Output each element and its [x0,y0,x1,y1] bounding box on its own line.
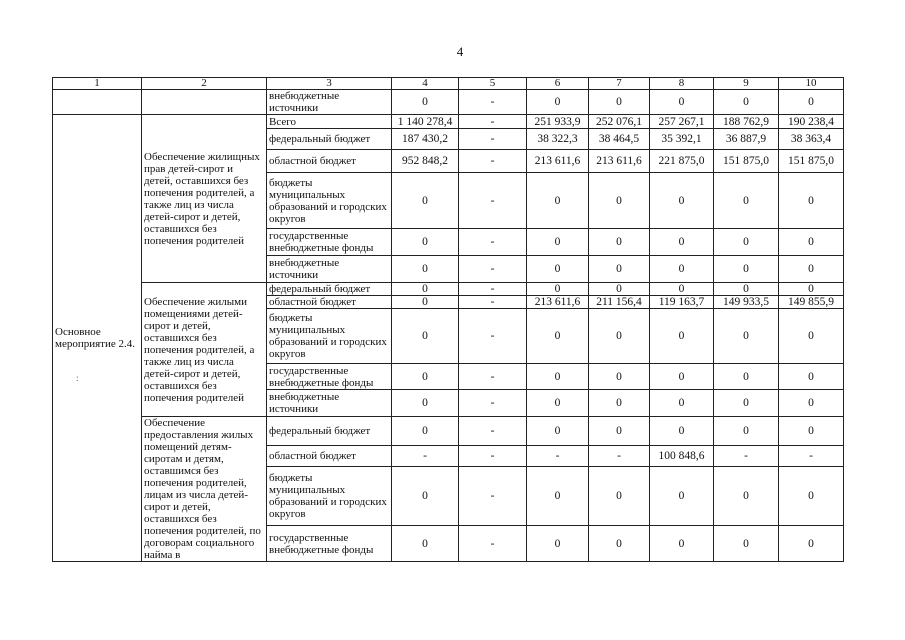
amount-cell: 0 [589,283,650,296]
amount-cell: - [714,446,779,467]
funding-source: бюджеты муниципальных образований и городских округов [267,309,392,364]
amount-cell: 0 [650,364,714,390]
page-number: 4 [456,44,464,59]
activity-name: Основное мероприятие 2.4. [53,115,142,562]
amount-cell: - [459,283,527,296]
amount-cell: 0 [779,417,844,446]
amount-cell: 0 [589,467,650,526]
funding-source: областной бюджет [267,150,392,173]
column-header: 4 [392,78,459,90]
amount-cell: 0 [779,90,844,115]
header-row [53,78,844,90]
margin-mark: : [76,373,79,383]
amount-cell: 0 [589,229,650,256]
amount-cell: - [459,364,527,390]
amount-cell: 0 [589,390,650,417]
amount-cell: 0 [714,173,779,229]
amount-cell: 0 [589,526,650,562]
column-header: 7 [589,78,650,90]
amount-cell: 0 [650,283,714,296]
amount-cell: - [459,309,527,364]
amount-cell: 0 [779,256,844,283]
amount-cell: 0 [392,283,459,296]
amount-cell: 0 [392,364,459,390]
amount-cell: 38 322,3 [527,129,589,150]
amount-cell: 0 [714,309,779,364]
amount-cell: 0 [392,467,459,526]
amount-cell: 0 [650,173,714,229]
funding-source: бюджеты муниципальных образований и городских округов [267,467,392,526]
amount-cell: - [459,256,527,283]
amount-cell: 187 430,2 [392,129,459,150]
amount-cell: - [459,229,527,256]
amount-cell: - [459,526,527,562]
amount-cell: 0 [714,467,779,526]
funding-source: государственные внебюджетные фонды [267,229,392,256]
amount-cell: - [459,173,527,229]
column-header: 3 [267,78,392,90]
amount-cell: 952 848,2 [392,150,459,173]
amount-cell: - [459,446,527,467]
amount-cell: 0 [714,229,779,256]
amount-cell: 0 [392,173,459,229]
amount-cell: - [392,446,459,467]
amount-cell: 0 [527,390,589,417]
amount-cell: 0 [392,309,459,364]
amount-cell: 211 156,4 [589,296,650,309]
amount-cell: 0 [779,390,844,417]
funding-source: областной бюджет [267,296,392,309]
amount-cell: 1 140 278,4 [392,115,459,129]
amount-cell: 0 [779,526,844,562]
amount-cell: 36 887,9 [714,129,779,150]
column-header: 1 [53,78,142,90]
amount-cell: 0 [779,364,844,390]
table-row [53,115,844,129]
amount-cell: - [459,417,527,446]
amount-cell: 0 [527,90,589,115]
amount-cell: 149 855,9 [779,296,844,309]
amount-cell: 221 875,0 [650,150,714,173]
funding-source: бюджеты муниципальных образований и городских округов [267,173,392,229]
amount-cell: - [589,446,650,467]
amount-cell: 0 [714,417,779,446]
amount-cell: 0 [650,467,714,526]
amount-cell: 0 [527,467,589,526]
amount-cell: 0 [589,309,650,364]
amount-cell: 38 464,5 [589,129,650,150]
column-header: 2 [142,78,267,90]
amount-cell: 0 [589,417,650,446]
amount-cell: - [459,129,527,150]
amount-cell: 213 611,6 [589,150,650,173]
amount-cell: 0 [650,256,714,283]
amount-cell: 0 [779,467,844,526]
amount-cell: 0 [589,364,650,390]
column-header: 6 [527,78,589,90]
column-header: 8 [650,78,714,90]
activity-description: Обеспечение предоставления жилых помещений детям-сиротам и детям, оставшимся без попечения родителей, лицам из числа детей-сирот и детей, оставшихся без попечения родителей, по договорам социального найма в [142,417,267,562]
amount-cell: 257 267,1 [650,115,714,129]
amount-cell: 0 [714,283,779,296]
amount-cell: - [779,446,844,467]
amount-cell: - [527,446,589,467]
amount-cell: 0 [527,364,589,390]
amount-cell: 0 [650,417,714,446]
amount-cell: 0 [392,417,459,446]
amount-cell: 0 [527,417,589,446]
column-header: 5 [459,78,527,90]
amount-cell: 0 [589,256,650,283]
amount-cell: 0 [650,90,714,115]
amount-cell: 0 [779,309,844,364]
funding-source: государственные внебюджетные фонды [267,526,392,562]
empty-cell [142,90,267,115]
amount-cell: 149 933,5 [714,296,779,309]
amount-cell: 0 [714,364,779,390]
column-header: 9 [714,78,779,90]
amount-cell: - [459,467,527,526]
amount-cell: 0 [650,229,714,256]
amount-cell: 213 611,6 [527,150,589,173]
amount-cell: 0 [392,526,459,562]
amount-cell: - [459,90,527,115]
amount-cell: 0 [392,90,459,115]
amount-cell: 0 [714,90,779,115]
amount-cell: 251 933,9 [527,115,589,129]
amount-cell: 0 [589,173,650,229]
amount-cell: - [459,296,527,309]
activity-description: Обеспечение жилыми помещениями детей-сирот и детей, оставшихся без попечения родителей, а также лиц из числа детей-сирот и детей, оставшихся без попечения родителей [142,283,267,417]
amount-cell: 0 [527,283,589,296]
amount-cell: 100 848,6 [650,446,714,467]
amount-cell: 35 392,1 [650,129,714,150]
empty-cell [53,90,142,115]
funding-source: федеральный бюджет [267,417,392,446]
amount-cell: 190 238,4 [779,115,844,129]
amount-cell: 0 [714,256,779,283]
amount-cell: 0 [527,229,589,256]
amount-cell: 151 875,0 [779,150,844,173]
amount-cell: 0 [650,526,714,562]
amount-cell: 0 [779,283,844,296]
amount-cell: 0 [714,526,779,562]
table-row [53,90,844,115]
amount-cell: 0 [650,390,714,417]
amount-cell: 0 [392,390,459,417]
column-header: 10 [779,78,844,90]
amount-cell: 0 [650,309,714,364]
budget-table [52,77,844,562]
funding-source: Всего [267,115,392,129]
funding-source: федеральный бюджет [267,129,392,150]
amount-cell: 0 [714,390,779,417]
amount-cell: - [459,150,527,173]
amount-cell: 0 [527,526,589,562]
amount-cell: 0 [527,256,589,283]
activity-description: Обеспечение жилищных прав детей-сирот и детей, оставшихся без попечения родителей, а также лиц из числа детей-сирот и детей, оставшихся без попечения родителей [142,115,267,283]
amount-cell: 252 076,1 [589,115,650,129]
amount-cell: 188 762,9 [714,115,779,129]
amount-cell: - [459,115,527,129]
table-row [53,417,844,446]
amount-cell: 0 [392,229,459,256]
amount-cell: 0 [527,173,589,229]
funding-source: внебюджетные источники [267,390,392,417]
table-row [53,283,844,296]
funding-source: государственные внебюджетные фонды [267,364,392,390]
amount-cell: 0 [589,90,650,115]
amount-cell: 151 875,0 [714,150,779,173]
funding-source: внебюджетные источники [267,256,392,283]
amount-cell: 0 [392,256,459,283]
amount-cell: 0 [392,296,459,309]
funding-source: внебюджетные источники [267,90,392,115]
amount-cell: 0 [527,309,589,364]
amount-cell: 213 611,6 [527,296,589,309]
amount-cell: 0 [779,229,844,256]
amount-cell: 38 363,4 [779,129,844,150]
amount-cell: 119 163,7 [650,296,714,309]
amount-cell: - [459,390,527,417]
amount-cell: 0 [779,173,844,229]
funding-source: федеральный бюджет [267,283,392,296]
funding-source: областной бюджет [267,446,392,467]
